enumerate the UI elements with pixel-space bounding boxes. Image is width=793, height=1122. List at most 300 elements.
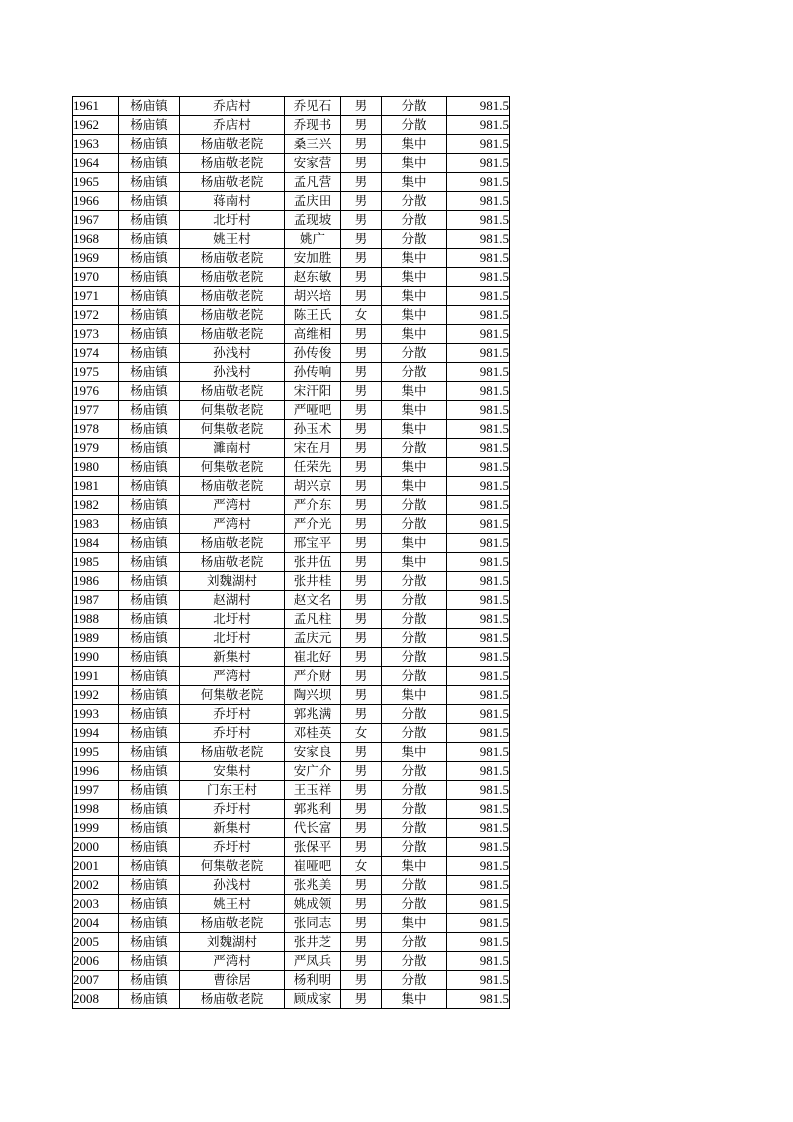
cell-gender: 男 [341,173,382,192]
cell-village-or-institution: 乔圩村 [180,724,285,743]
cell-village-or-institution: 何集敬老院 [180,401,285,420]
table-row [73,382,510,401]
cell-village-or-institution: 严湾村 [180,952,285,971]
cell-gender: 男 [341,629,382,648]
cell-support-mode: 分散 [382,610,447,629]
cell-support-mode: 集中 [382,401,447,420]
cell-village-or-institution: 孙浅村 [180,344,285,363]
cell-serial-number: 1990 [73,648,119,667]
cell-person-name: 陶兴坝 [285,686,341,705]
table-row [73,135,510,154]
cell-serial-number: 2003 [73,895,119,914]
cell-serial-number: 1973 [73,325,119,344]
cell-gender: 男 [341,97,382,116]
cell-support-mode: 分散 [382,97,447,116]
cell-town: 杨庙镇 [119,572,180,591]
cell-support-mode: 分散 [382,116,447,135]
cell-village-or-institution: 乔店村 [180,116,285,135]
cell-amount: 981.5 [447,762,510,781]
cell-gender: 男 [341,819,382,838]
cell-town: 杨庙镇 [119,268,180,287]
cell-serial-number: 2000 [73,838,119,857]
cell-person-name: 胡兴培 [285,287,341,306]
cell-village-or-institution: 何集敬老院 [180,857,285,876]
cell-serial-number: 1972 [73,306,119,325]
cell-serial-number: 1978 [73,420,119,439]
cell-amount: 981.5 [447,192,510,211]
cell-serial-number: 1977 [73,401,119,420]
cell-amount: 981.5 [447,572,510,591]
cell-gender: 男 [341,838,382,857]
cell-amount: 981.5 [447,344,510,363]
cell-amount: 981.5 [447,401,510,420]
cell-amount: 981.5 [447,610,510,629]
cell-serial-number: 1979 [73,439,119,458]
cell-amount: 981.5 [447,838,510,857]
cell-support-mode: 分散 [382,952,447,971]
table-row [73,173,510,192]
cell-town: 杨庙镇 [119,515,180,534]
table-row [73,762,510,781]
cell-amount: 981.5 [447,591,510,610]
cell-serial-number: 1982 [73,496,119,515]
cell-village-or-institution: 北圩村 [180,610,285,629]
cell-amount: 981.5 [447,648,510,667]
cell-person-name: 陈王氏 [285,306,341,325]
cell-amount: 981.5 [447,116,510,135]
cell-village-or-institution: 杨庙敬老院 [180,325,285,344]
cell-person-name: 任荣先 [285,458,341,477]
cell-serial-number: 1966 [73,192,119,211]
cell-amount: 981.5 [447,287,510,306]
cell-support-mode: 分散 [382,192,447,211]
cell-serial-number: 1981 [73,477,119,496]
cell-support-mode: 分散 [382,800,447,819]
cell-support-mode: 集中 [382,477,447,496]
table-row [73,306,510,325]
table-row [73,230,510,249]
cell-person-name: 张井芝 [285,933,341,952]
cell-person-name: 孟凡营 [285,173,341,192]
cell-person-name: 孙传俊 [285,344,341,363]
cell-village-or-institution: 孙浅村 [180,876,285,895]
cell-serial-number: 1962 [73,116,119,135]
cell-amount: 981.5 [447,211,510,230]
cell-support-mode: 分散 [382,211,447,230]
cell-town: 杨庙镇 [119,97,180,116]
cell-gender: 男 [341,363,382,382]
cell-village-or-institution: 何集敬老院 [180,458,285,477]
cell-village-or-institution: 赵湖村 [180,591,285,610]
cell-support-mode: 分散 [382,515,447,534]
cell-village-or-institution: 严湾村 [180,496,285,515]
cell-serial-number: 1988 [73,610,119,629]
table-row [73,857,510,876]
cell-serial-number: 1989 [73,629,119,648]
cell-support-mode: 分散 [382,876,447,895]
cell-village-or-institution: 刘魏湖村 [180,933,285,952]
cell-town: 杨庙镇 [119,154,180,173]
cell-support-mode: 分散 [382,344,447,363]
cell-person-name: 胡兴京 [285,477,341,496]
cell-town: 杨庙镇 [119,743,180,762]
cell-gender: 男 [341,325,382,344]
cell-serial-number: 1963 [73,135,119,154]
cell-gender: 男 [341,135,382,154]
cell-support-mode: 分散 [382,629,447,648]
cell-support-mode: 集中 [382,553,447,572]
cell-gender: 男 [341,211,382,230]
cell-support-mode: 集中 [382,268,447,287]
cell-town: 杨庙镇 [119,344,180,363]
cell-support-mode: 分散 [382,933,447,952]
cell-serial-number: 1997 [73,781,119,800]
cell-serial-number: 1995 [73,743,119,762]
cell-gender: 男 [341,496,382,515]
cell-person-name: 安家良 [285,743,341,762]
cell-amount: 981.5 [447,477,510,496]
cell-town: 杨庙镇 [119,116,180,135]
cell-support-mode: 分散 [382,705,447,724]
cell-village-or-institution: 北圩村 [180,629,285,648]
table-row [73,363,510,382]
cell-support-mode: 分散 [382,838,447,857]
table-row [73,629,510,648]
cell-person-name: 孙传响 [285,363,341,382]
table-row [73,154,510,173]
cell-village-or-institution: 孙浅村 [180,363,285,382]
cell-town: 杨庙镇 [119,705,180,724]
cell-town: 杨庙镇 [119,857,180,876]
cell-gender: 男 [341,667,382,686]
cell-support-mode: 集中 [382,325,447,344]
cell-gender: 男 [341,534,382,553]
cell-support-mode: 集中 [382,857,447,876]
cell-town: 杨庙镇 [119,211,180,230]
cell-serial-number: 1961 [73,97,119,116]
cell-amount: 981.5 [447,857,510,876]
cell-town: 杨庙镇 [119,192,180,211]
cell-serial-number: 1996 [73,762,119,781]
cell-village-or-institution: 乔圩村 [180,838,285,857]
cell-person-name: 乔现书 [285,116,341,135]
cell-serial-number: 1964 [73,154,119,173]
cell-village-or-institution: 杨庙敬老院 [180,173,285,192]
cell-gender: 男 [341,477,382,496]
cell-gender: 男 [341,192,382,211]
cell-gender: 男 [341,515,382,534]
cell-serial-number: 1986 [73,572,119,591]
cell-person-name: 邢宝平 [285,534,341,553]
cell-amount: 981.5 [447,933,510,952]
cell-town: 杨庙镇 [119,306,180,325]
table-row [73,971,510,990]
cell-town: 杨庙镇 [119,800,180,819]
cell-support-mode: 集中 [382,306,447,325]
cell-town: 杨庙镇 [119,439,180,458]
cell-village-or-institution: 何集敬老院 [180,686,285,705]
table-row [73,211,510,230]
cell-gender: 男 [341,705,382,724]
cell-support-mode: 集中 [382,990,447,1009]
table-row [73,800,510,819]
table-row [73,895,510,914]
cell-gender: 男 [341,154,382,173]
cell-serial-number: 2008 [73,990,119,1009]
cell-person-name: 孟庆元 [285,629,341,648]
cell-serial-number: 1994 [73,724,119,743]
cell-village-or-institution: 杨庙敬老院 [180,249,285,268]
cell-person-name: 郭兆满 [285,705,341,724]
cell-amount: 981.5 [447,629,510,648]
cell-town: 杨庙镇 [119,401,180,420]
cell-person-name: 宋汗阳 [285,382,341,401]
cell-gender: 男 [341,990,382,1009]
cell-village-or-institution: 杨庙敬老院 [180,914,285,933]
table-row [73,268,510,287]
cell-village-or-institution: 杨庙敬老院 [180,287,285,306]
cell-support-mode: 集中 [382,686,447,705]
cell-village-or-institution: 刘魏湖村 [180,572,285,591]
table-row [73,914,510,933]
cell-serial-number: 1970 [73,268,119,287]
cell-gender: 男 [341,781,382,800]
cell-gender: 男 [341,610,382,629]
cell-serial-number: 1999 [73,819,119,838]
cell-support-mode: 分散 [382,439,447,458]
cell-town: 杨庙镇 [119,724,180,743]
cell-person-name: 赵东敏 [285,268,341,287]
cell-support-mode: 集中 [382,135,447,154]
cell-amount: 981.5 [447,135,510,154]
cell-person-name: 严介东 [285,496,341,515]
cell-amount: 981.5 [447,230,510,249]
cell-person-name: 杨利明 [285,971,341,990]
cell-village-or-institution: 杨庙敬老院 [180,154,285,173]
cell-support-mode: 分散 [382,496,447,515]
cell-village-or-institution: 乔店村 [180,97,285,116]
cell-amount: 981.5 [447,515,510,534]
cell-village-or-institution: 蒋南村 [180,192,285,211]
cell-support-mode: 集中 [382,173,447,192]
cell-town: 杨庙镇 [119,629,180,648]
cell-person-name: 崔北好 [285,648,341,667]
cell-serial-number: 1984 [73,534,119,553]
table-row [73,97,510,116]
cell-village-or-institution: 杨庙敬老院 [180,990,285,1009]
cell-amount: 981.5 [447,496,510,515]
table-row [73,724,510,743]
cell-town: 杨庙镇 [119,458,180,477]
table-row [73,648,510,667]
cell-support-mode: 集中 [382,534,447,553]
cell-person-name: 张井伍 [285,553,341,572]
cell-serial-number: 2006 [73,952,119,971]
cell-amount: 981.5 [447,990,510,1009]
table-row [73,439,510,458]
cell-amount: 981.5 [447,667,510,686]
cell-person-name: 安家营 [285,154,341,173]
cell-serial-number: 1993 [73,705,119,724]
cell-village-or-institution: 姚王村 [180,230,285,249]
cell-gender: 男 [341,439,382,458]
cell-town: 杨庙镇 [119,173,180,192]
cell-amount: 981.5 [447,97,510,116]
cell-town: 杨庙镇 [119,230,180,249]
cell-person-name: 赵文名 [285,591,341,610]
cell-town: 杨庙镇 [119,876,180,895]
cell-person-name: 代长富 [285,819,341,838]
cell-amount: 981.5 [447,819,510,838]
cell-serial-number: 1971 [73,287,119,306]
table-row [73,287,510,306]
cell-person-name: 严凤兵 [285,952,341,971]
table-row [73,534,510,553]
cell-gender: 男 [341,249,382,268]
cell-amount: 981.5 [447,781,510,800]
table-row [73,876,510,895]
table-row [73,401,510,420]
cell-amount: 981.5 [447,553,510,572]
cell-person-name: 王玉祥 [285,781,341,800]
cell-gender: 男 [341,933,382,952]
cell-person-name: 宋在月 [285,439,341,458]
table-row [73,325,510,344]
cell-town: 杨庙镇 [119,686,180,705]
cell-town: 杨庙镇 [119,287,180,306]
cell-gender: 男 [341,762,382,781]
cell-town: 杨庙镇 [119,325,180,344]
cell-town: 杨庙镇 [119,534,180,553]
cell-town: 杨庙镇 [119,762,180,781]
cell-town: 杨庙镇 [119,591,180,610]
table-row [73,819,510,838]
cell-support-mode: 集中 [382,287,447,306]
cell-town: 杨庙镇 [119,135,180,154]
cell-amount: 981.5 [447,363,510,382]
cell-amount: 981.5 [447,439,510,458]
cell-serial-number: 1969 [73,249,119,268]
cell-village-or-institution: 新集村 [180,648,285,667]
cell-support-mode: 集中 [382,154,447,173]
cell-amount: 981.5 [447,420,510,439]
cell-serial-number: 2007 [73,971,119,990]
cell-person-name: 孟凡柱 [285,610,341,629]
cell-amount: 981.5 [447,534,510,553]
cell-town: 杨庙镇 [119,420,180,439]
cell-town: 杨庙镇 [119,781,180,800]
cell-serial-number: 1987 [73,591,119,610]
cell-person-name: 孟庆田 [285,192,341,211]
cell-person-name: 姚广 [285,230,341,249]
cell-gender: 男 [341,876,382,895]
cell-village-or-institution: 乔圩村 [180,800,285,819]
cell-gender: 男 [341,914,382,933]
cell-village-or-institution: 杨庙敬老院 [180,382,285,401]
cell-gender: 男 [341,382,382,401]
cell-support-mode: 集中 [382,420,447,439]
table-row [73,667,510,686]
cell-serial-number: 2004 [73,914,119,933]
cell-gender: 男 [341,458,382,477]
cell-amount: 981.5 [447,724,510,743]
table-row [73,420,510,439]
cell-amount: 981.5 [447,173,510,192]
cell-town: 杨庙镇 [119,382,180,401]
cell-person-name: 邓桂英 [285,724,341,743]
table-row [73,192,510,211]
cell-village-or-institution: 曹徐居 [180,971,285,990]
cell-gender: 男 [341,895,382,914]
cell-gender: 男 [341,268,382,287]
cell-serial-number: 1991 [73,667,119,686]
cell-serial-number: 1983 [73,515,119,534]
cell-town: 杨庙镇 [119,819,180,838]
cell-gender: 男 [341,952,382,971]
cell-serial-number: 2005 [73,933,119,952]
cell-amount: 981.5 [447,154,510,173]
cell-amount: 981.5 [447,325,510,344]
cell-amount: 981.5 [447,743,510,762]
table-row [73,743,510,762]
cell-support-mode: 集中 [382,458,447,477]
cell-village-or-institution: 门东王村 [180,781,285,800]
cell-person-name: 张兆美 [285,876,341,895]
cell-gender: 男 [341,287,382,306]
cell-support-mode: 集中 [382,249,447,268]
cell-amount: 981.5 [447,705,510,724]
cell-amount: 981.5 [447,249,510,268]
cell-support-mode: 集中 [382,382,447,401]
table-row [73,838,510,857]
cell-gender: 男 [341,743,382,762]
cell-serial-number: 1985 [73,553,119,572]
cell-serial-number: 1965 [73,173,119,192]
cell-gender: 男 [341,971,382,990]
cell-town: 杨庙镇 [119,553,180,572]
cell-support-mode: 分散 [382,971,447,990]
cell-gender: 男 [341,116,382,135]
cell-support-mode: 集中 [382,914,447,933]
cell-town: 杨庙镇 [119,990,180,1009]
cell-village-or-institution: 濉南村 [180,439,285,458]
cell-town: 杨庙镇 [119,496,180,515]
cell-amount: 981.5 [447,914,510,933]
cell-town: 杨庙镇 [119,971,180,990]
cell-village-or-institution: 杨庙敬老院 [180,135,285,154]
table-row [73,952,510,971]
table-row [73,344,510,363]
cell-village-or-institution: 杨庙敬老院 [180,553,285,572]
cell-person-name: 张保平 [285,838,341,857]
cell-village-or-institution: 杨庙敬老院 [180,534,285,553]
cell-person-name: 严介光 [285,515,341,534]
cell-town: 杨庙镇 [119,933,180,952]
cell-person-name: 顾成家 [285,990,341,1009]
cell-town: 杨庙镇 [119,895,180,914]
cell-person-name: 高维相 [285,325,341,344]
cell-serial-number: 1975 [73,363,119,382]
cell-serial-number: 1998 [73,800,119,819]
cell-village-or-institution: 杨庙敬老院 [180,743,285,762]
table-row [73,553,510,572]
cell-support-mode: 分散 [382,230,447,249]
cell-support-mode: 分散 [382,781,447,800]
table-row [73,990,510,1009]
cell-person-name: 乔见石 [285,97,341,116]
cell-gender: 男 [341,420,382,439]
cell-person-name: 崔哑吧 [285,857,341,876]
